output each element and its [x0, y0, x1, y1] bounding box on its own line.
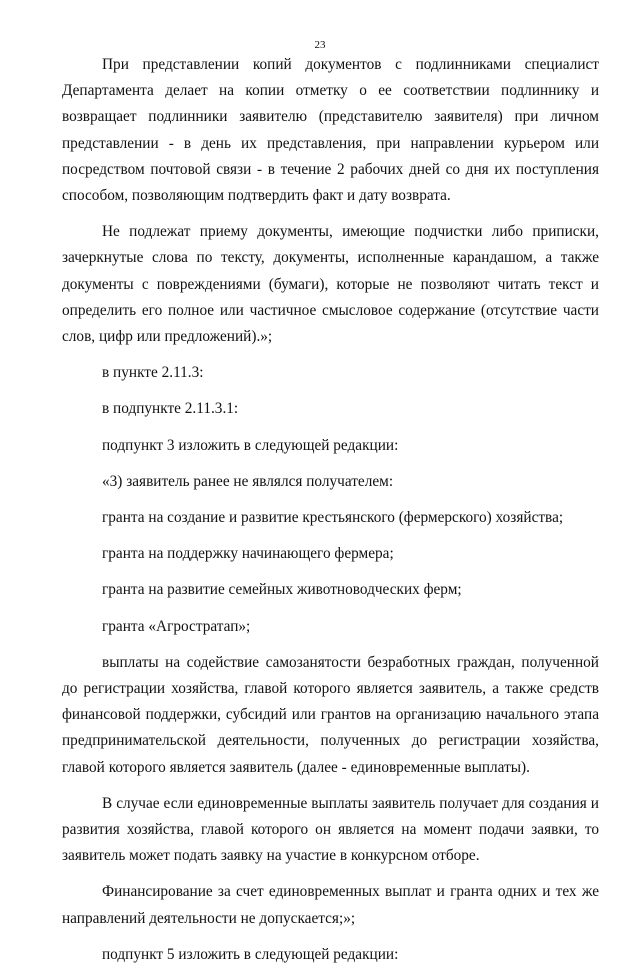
- paragraph-financing-restriction: Финансирование за счет единовременных выплат и гранта одних и тех же направлений деятельности не допускается;»;: [62, 883, 599, 927]
- paragraph-lump-sum-payments: выплаты на содействие самозанятости безработных граждан, полученной до регистрации хозяйства, главой которого является заявитель, а также средств финансовой поддержки, субсидий или грантов на организацию начального этапа предпринимательской деятельности, полученных до регистрации хозяйства, главой которого является заявитель (далее - единовременные выплаты).: [62, 653, 599, 776]
- list-item-grant-beginner: гранта на поддержку начинающего фермера;: [102, 545, 394, 563]
- paragraph-subitem-3-intro: подпункт 3 изложить в следующей редакции:: [102, 436, 399, 454]
- list-item-grant-farm: гранта на создание и развитие крестьянского (фермерского) хозяйства;: [102, 509, 564, 527]
- paragraph-subitem-5-intro: подпункт 5 изложить в следующей редакции:: [102, 945, 399, 963]
- list-item-grant-agrostartup: гранта «Агростратап»;: [102, 617, 251, 635]
- page-number: 23: [314, 39, 326, 51]
- paragraph-if-lump-sum: В случае если единовременные выплаты заявитель получает для создания и развития хозяйства, главой которого он является на момент подачи заявки, то заявитель может подать заявку на участие в конкурсном отборе.: [62, 794, 599, 865]
- paragraph-copies-return: При представлении копий документов с подлинниками специалист Департамента делает на копии отметку о ее соответствии подлиннику и возвращает подлинники заявителю (представителю заявителя) при личном представлении - в день их представления, при направлении курьером или посредством почтовой связи - в течение 2 рабочих дней со дня их поступления способом, позволяющим подтвердить факт и дату возврата.: [62, 56, 599, 205]
- paragraph-clause-2-11-3: в пункте 2.11.3:: [102, 364, 204, 382]
- paragraph-item-3: «3) заявитель ранее не являлся получателем:: [102, 472, 394, 490]
- document-body: [62, 52, 599, 968]
- list-item-grant-livestock: гранта на развитие семейных животноводческих ферм;: [102, 581, 462, 599]
- paragraph-not-accepted: Не подлежат приему документы, имеющие подчистки либо приписки, зачеркнутые слова по тексту, документы, исполненные карандашом, а также документы с повреждениями (бумаги), которые не позволяют читать текст и определить его полное или частичное смысловое содержание (отсутствие части слов, цифр или предложений).»;: [62, 223, 599, 346]
- paragraph-subclause-2-11-3-1: в подпункте 2.11.3.1:: [102, 400, 239, 418]
